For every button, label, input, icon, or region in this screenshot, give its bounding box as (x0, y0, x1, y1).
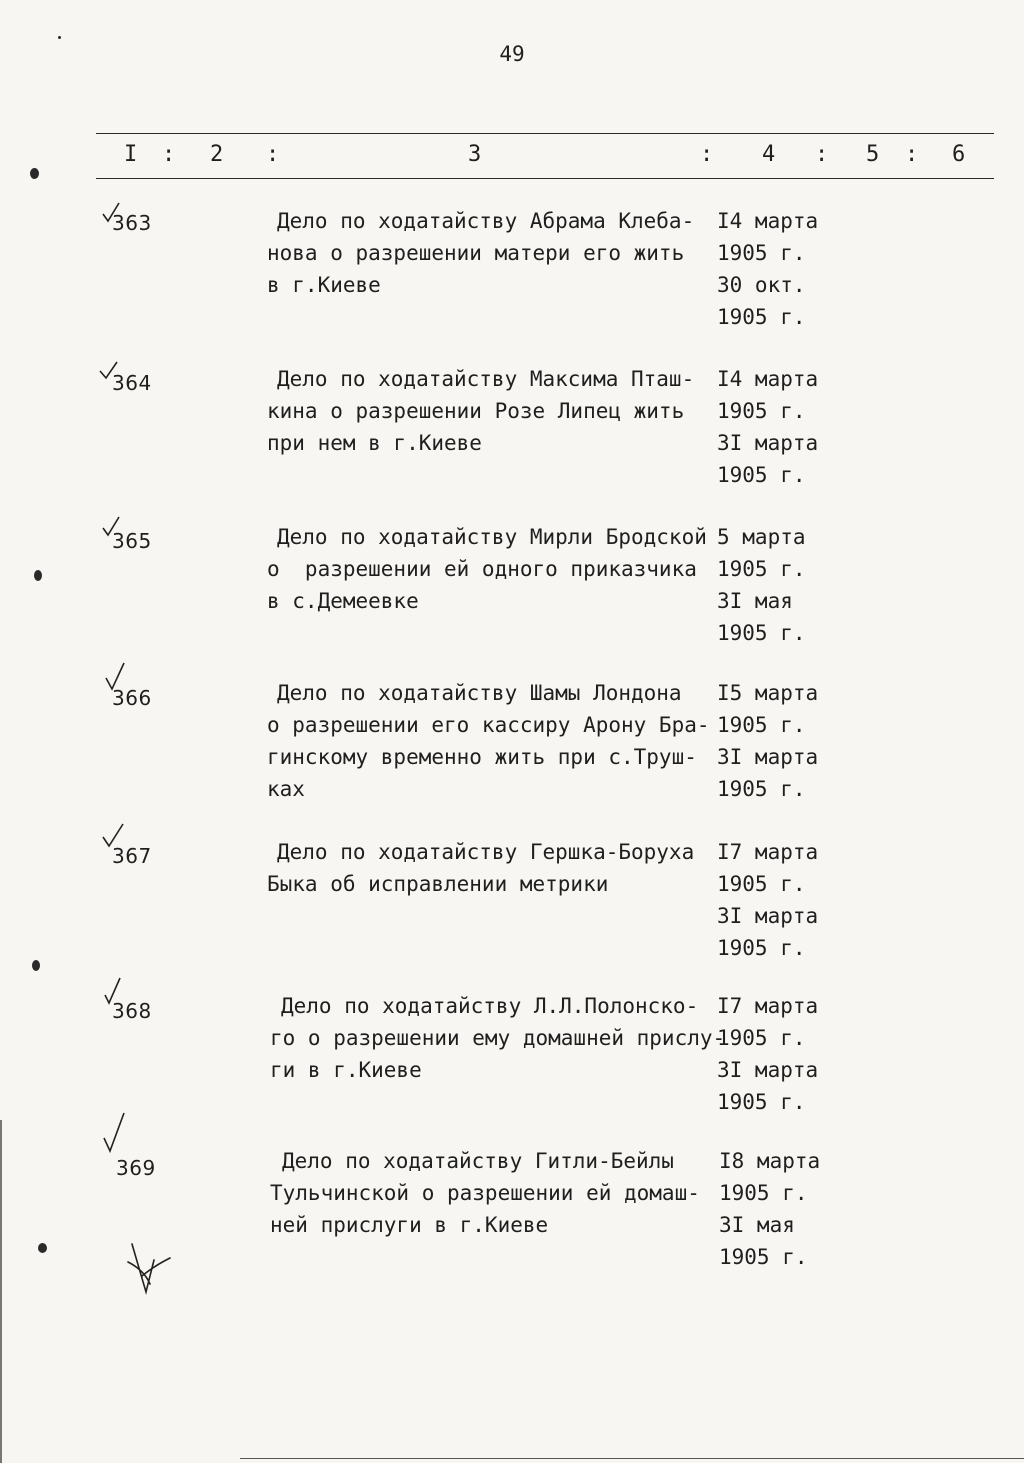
entry-number: 365 (112, 529, 152, 553)
description-line: го о разрешении ему домашней прислу- (270, 1026, 726, 1050)
description-line: в с.Демеевке (267, 589, 419, 613)
page-number: 49 (499, 42, 525, 66)
date-line: I8 марта (719, 1149, 821, 1173)
entry-number: 369 (116, 1156, 156, 1180)
binding-speck (34, 570, 42, 581)
binding-speck (32, 960, 40, 971)
entry-number: 366 (112, 686, 152, 710)
date-line: 3I мая (719, 1213, 795, 1237)
column-header-5: 5 (866, 142, 880, 167)
date-line: 1905 г. (717, 777, 806, 801)
date-line: I7 марта (717, 994, 819, 1018)
entry-number: 368 (112, 999, 152, 1023)
column-separator: : (700, 142, 714, 167)
description-line: ках (267, 777, 305, 801)
checkmark-icon (102, 1112, 126, 1154)
description-line: Дело по ходатайству Мирли Бродской (277, 525, 707, 549)
date-line: 1905 г. (717, 557, 806, 581)
bottom-edge-rule (240, 1458, 1024, 1459)
description-line: Дело по ходатайству Гершка-Боруха (277, 840, 695, 864)
description-line: при нем в г.Киеве (267, 431, 482, 455)
date-line: 1905 г. (717, 872, 806, 896)
date-line: 3I марта (717, 1058, 819, 1082)
binding-speck (58, 36, 61, 39)
date-line: 1905 г. (719, 1245, 808, 1269)
column-header-3: 3 (468, 142, 482, 167)
description-line: гинскому временно жить при с.Труш- (267, 745, 697, 769)
date-line: 1905 г. (717, 1090, 806, 1114)
description-line: о разрешении его кассиру Арону Бра- (267, 713, 710, 737)
date-line: 1905 г. (717, 1026, 806, 1050)
description-line: Дело по ходатайству Гитли-Бейлы (282, 1149, 674, 1173)
date-line: 1905 г. (719, 1181, 808, 1205)
date-line: 3I мая (717, 589, 793, 613)
description-line: Быка об исправлении метрики (267, 872, 609, 896)
description-line: Тульчинской о разрешении ей домаш- (270, 1181, 700, 1205)
description-line: в г.Киеве (267, 273, 381, 297)
date-line: 1905 г. (717, 713, 806, 737)
binding-speck (38, 1243, 47, 1253)
column-header-6: 6 (952, 142, 966, 167)
description-line: нова о разрешении матери его жить (267, 241, 685, 265)
description-line: ги в г.Киеве (270, 1058, 422, 1082)
description-line: Дело по ходатайству Л.Л.Полонско- (281, 994, 699, 1018)
entry-number: 363 (112, 211, 152, 235)
date-line: 1905 г. (717, 936, 806, 960)
column-header-2: 2 (210, 142, 224, 167)
header-bottom-rule (96, 178, 994, 179)
binding-speck (30, 168, 39, 179)
date-line: 1905 г. (717, 621, 806, 645)
description-line: о разрешении ей одного приказчика (267, 557, 697, 581)
date-line: 3I марта (717, 904, 819, 928)
column-header-1: I (124, 142, 138, 167)
date-line: I5 марта (717, 681, 819, 705)
date-line: 1905 г. (717, 399, 806, 423)
date-line: 1905 г. (717, 241, 806, 265)
page-edge-line (0, 1120, 2, 1463)
column-separator: : (905, 142, 919, 167)
column-separator: : (162, 142, 176, 167)
description-line: кина о разрешении Розе Липец жить (267, 399, 685, 423)
handwritten-mark-icon (124, 1240, 174, 1300)
date-line: 3I марта (717, 745, 819, 769)
date-line: 1905 г. (717, 463, 806, 487)
description-line: Дело по ходатайству Шамы Лондона (277, 681, 682, 705)
description-line: Дело по ходатайству Абрама Клеба- (277, 209, 695, 233)
date-line: 3I марта (717, 431, 819, 455)
date-line: 30 окт. (717, 273, 806, 297)
entry-number: 364 (112, 371, 152, 395)
date-line: 1905 г. (717, 305, 806, 329)
header-top-rule (96, 133, 994, 134)
date-line: I4 марта (717, 367, 819, 391)
description-line: Дело по ходатайству Максима Пташ- (277, 367, 695, 391)
column-header-4: 4 (762, 142, 776, 167)
entry-number: 367 (112, 844, 152, 868)
date-line: I7 марта (717, 840, 819, 864)
date-line: 5 марта (717, 525, 806, 549)
description-line: ней прислуги в г.Киеве (270, 1213, 549, 1237)
column-separator: : (815, 142, 829, 167)
column-separator: : (266, 142, 280, 167)
date-line: I4 марта (717, 209, 819, 233)
